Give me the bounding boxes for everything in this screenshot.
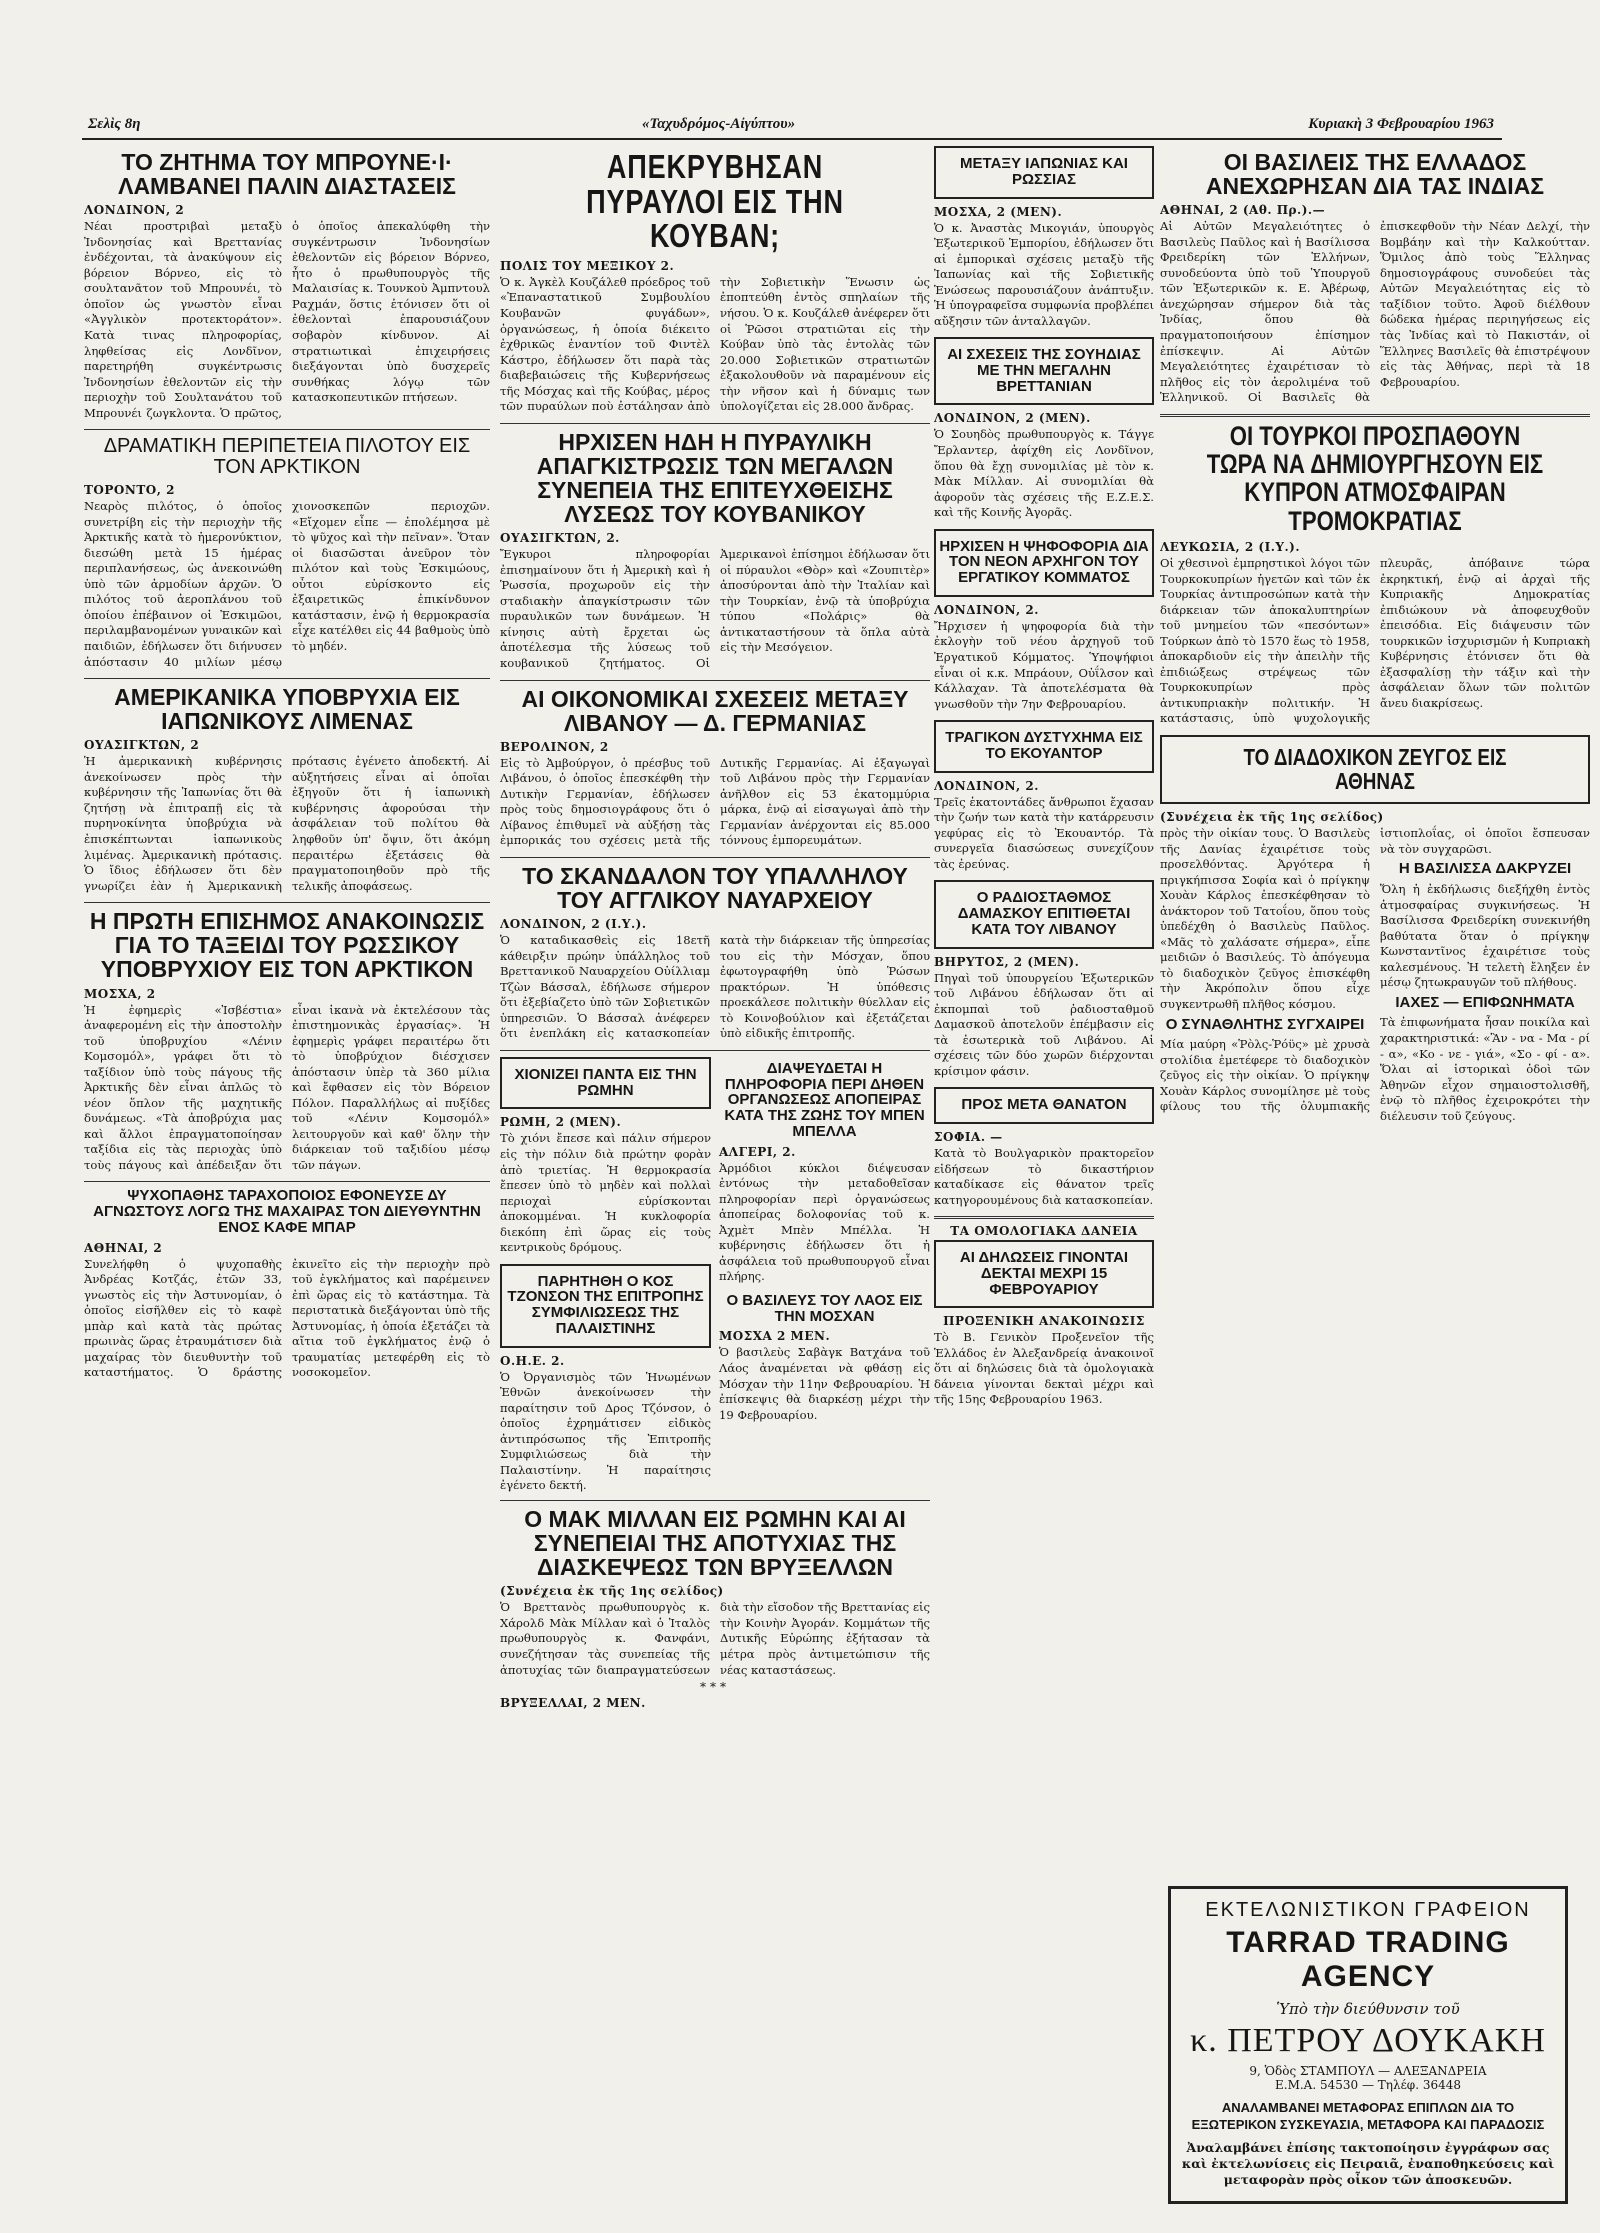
- headline: ΔΙΑΨΕΥΔΕΤΑΙ Η ΠΛΗΡΟΦΟΡΙΑ ΠΕΡΙ ΔΗΘΕΝ ΟΡΓΑΝΩΣΕΩΣ ΑΠΟΠΕΙΡΑΣ ΚΑΤΑ ΤΗΣ ΖΩΗΣ ΤΟΥ ΜΠΕΝ ΜΠΕΛΛΑ: [724, 1059, 925, 1140]
- headline: ΗΡΧΙΣΕΝ Η ΨΗΦΟΦΟΡΙΑ ΔΙΑ ΤΟΝ ΝΕΟΝ ΑΡΧΗΓΟΝ ΤΟΥ ΕΡΓΑΤΙΚΟΥ ΚΟΜΜΑΤΟΣ: [939, 537, 1149, 587]
- headline: ΠΡΟΣ ΜΕΤΑ ΘΑΝΑΤΟΝ: [961, 1096, 1127, 1114]
- ad-address: 9, Ὁδὸς ΣΤΑΜΠΟΥΛ — ΑΛΕΞΑΝΔΡΕΙΑ: [1249, 2064, 1487, 2078]
- column-2: [500, 146, 930, 1718]
- dateline: ΛΟΝΔΙΝΟΝ, 2: [84, 203, 185, 218]
- dateline: ΑΘΗΝΑΙ, 2: [84, 1240, 163, 1255]
- article-body: Ἤρχισεν ἡ ψηφοφορία διὰ τὴν ἐκλογὴν τοῦ νέου ἀρχηγοῦ τοῦ Ἐργατικοῦ Κόμματος. Ὑποψήφιοι εἶναι οἱ κ.κ. Μπράουν, Οὐΐλσον καὶ Κάλλαχαν. Τὰ ἀποτελέσματα θὰ γνωσθοῦν τὴν 7ην Φεβρουαρίου.: [934, 618, 1154, 711]
- headline: ΤΟ ΔΙΑΔΟΧΙΚΟΝ ΖΕΥΓΟΣ ΕΙΣ ΑΘΗΝΑΣ: [1243, 743, 1507, 795]
- article-body: πρὸς τὴν οἰκίαν τους. Ὁ Βασιλεὺς τῆς Δανίας ἐχαιρέτισε τοὺς προσελθόντας. Ἀργότερα ἡ πριγκήπισσα Σοφία καὶ ὁ πρίγκηψ Χουὰν Κάρλος ἐπεσκέφθησαν τὸ ἀνάκτορον τοῦ Τατοΐου, ὅπου τοὺς ὑπεδέχθη ὁ Βασιλεὺς Παῦλος. «Μᾶς τὸ χαλάσατε σήμερα», εἶπε μειδιῶν ὁ Βασιλεύς. Τὸ ἀπόγευμα τὸ διαδοχικὸν ζεῦγος ἐπισκέφθη τὴν Ἀκρόπολιν ὅπου εἶχε συγκεντρωθῆ πλῆθος κόσμου.: [1160, 826, 1370, 1011]
- article-body: Μία μαύρη «Ῥὸλς-Ῥόϋς» μὲ χρυσὰ στολίδια ἐμετέφερε τὸ διαδοχικὸν ζεῦγος εἰς τὴν οἰκίαν. Ὁ πρίγκηψ Χουὰν Κάρλος συνομίλησε μὲ τοὺς φίλους του τῆς ὀλυμπιακῆς ἱστιοπλοΐας, οἱ ὁποῖοι ἔσπευσαν νὰ τὸν συγχαρῶσι.: [1160, 826, 1590, 1114]
- article-death-sentence: [934, 1087, 1154, 1208]
- headline: Ο ΜΑΚ ΜΙΛΛΑΝ ΕΙΣ ΡΩΜΗΝ ΚΑΙ ΑΙ ΣΥΝΕΠΕΙΑΙ ΤΗΣ ΑΠΟΤΥΧΙΑΣ ΤΗΣ ΔΙΑΣΚΕΨΕΩΣ ΤΩΝ ΒΡΥΞΕΛΛΩΝ: [524, 1505, 906, 1581]
- article-bond-loans: [934, 1216, 1154, 1408]
- headline: ΑΜΕΡΙΚΑΝΙΚΑ ΥΠΟΒΡΥΧΙΑ ΕΙΣ ΙΑΠΩΝΙΚΟΥΣ ΛΙΜΕΝΑΣ: [114, 684, 460, 735]
- divider: [84, 1181, 490, 1182]
- divider: [934, 1216, 1154, 1219]
- dateline: ΟΥΑΣΙΓΚΤΩΝ, 2: [84, 738, 200, 753]
- headline: Ο ΡΑΔΙΟΣΤΑΘΜΟΣ ΔΑΜΑΣΚΟΥ ΕΠΙΤΙΘΕΤΑΙ ΚΑΤΑ ΤΟΥ ΛΙΒΑΝΟΥ: [957, 889, 1131, 938]
- dateline: ΒΗΡΥΤΟΣ, 2 (ΜΕΝ).: [934, 954, 1080, 969]
- article-johnson-resigns: [500, 1264, 711, 1348]
- headline: ΑΙ ΟΙΚΟΝΟΜΙΚΑΙ ΣΧΕΣΕΙΣ ΜΕΤΑΞΥ ΛΙΒΑΝΟΥ — Δ. ΓΕΡΜΑΝΙΑΣ: [521, 685, 909, 736]
- divider: [84, 429, 490, 430]
- newspaper-name: «Ταχυδρόμος-Αἰγύπτου»: [642, 116, 796, 132]
- headline: ΤΟ ΣΚΑΝΔΑΛΟΝ ΤΟΥ ΥΠΑΛΛΗΛΟΥ ΤΟΥ ΑΓΓΛΙΚΟΥ ΝΑΥΑΡΧΕΙΟΥ: [522, 862, 908, 914]
- headline: ΜΕΤΑΞΥ ΙΑΠΩΝΙΑΣ ΚΑΙ ΡΩΣΣΙΑΣ: [960, 155, 1128, 188]
- article-body: Κατὰ τὸ Βουλγαρικὸν πρακτορεῖον εἰδήσεων τὸ δικαστήριον καταδίκασε εἰς θάνατον τρεῖς κατηγορουμένους διὰ κατασκοπείαν.: [934, 1145, 1154, 1207]
- article-submarines-japan: [84, 685, 490, 894]
- article-damascus-radio: [934, 880, 1154, 1079]
- headline: Η ΠΡΩΤΗ ΕΠΙΣΗΜΟΣ ΑΝΑΚΟΙΝΩΣΙΣ ΓΙΑ ΤΟ ΤΑΞΕΙΔΙ ΤΟΥ ΡΩΣΣΙΚΟΥ ΥΠΟΒΡΥΧΙΟΥ ΕΙΣ ΤΟΝ ΑΡΚΤΙΚΟΝ: [89, 908, 485, 983]
- article-body: Τὸ Β. Γενικὸν Προξενεῖον τῆς Ἑλλάδος ἐν Ἀλεξανδρείᾳ ἀνακοινοῖ ὅτι αἱ δηλώσεις διὰ τὰ ὁμολογιακὰ δάνεια γίνονται δεκταὶ μέχρι καὶ τῆς 15ης Φεβρουαρίου 1963.: [934, 1330, 1154, 1407]
- column-3: [934, 146, 1154, 1416]
- advertisement-tarrad-trading: [1168, 1886, 1568, 2204]
- dateline: ΒΕΡΟΛΙΝΟΝ, 2: [500, 739, 609, 754]
- article-body: Αἱ Αὐτῶν Μεγαλειότητες ὁ Βασιλεὺς Παῦλος καὶ ἡ Βασίλισσα Φρειδερίκη τῶν Ἑλλήνων, συνοδεύοντα ὑπὸ τοῦ Ὑπουργοῦ τῶν Ἐξωτερικῶν κ. Ε. Ἀβέρωφ, ἀνεχώρησαν σήμερον διὰ τὰς Ἰνδίας, ὅπου θὰ πραγματοποιήσουν ἐπίσημον ἐπίσκεψιν. Αἱ Αὐτῶν Μεγαλειότητες ἐχαιρέτισαν τὸ πλῆθος εἰς τὸν ἀερολιμένα τοῦ Ἑλληνικοῦ. Οἱ Βασιλεῖς θὰ ἐπισκεφθοῦν τὴν Νέαν Δελχί, τὴν Βομβάην καὶ τὴν Καλκούτταν. Ὅμιλος ἀπὸ τοὺς Ἕλληνας δημοσιογράφους συνοδεύει τὰς Αὐτῶν Μεγαλειότητας εἰς τὸ ταξίδιον τοῦτο. Ἀφοῦ διέλθουν δώδεκα ἡμέρας περιηγήσεως εἰς τὰς Ἰνδίας καὶ τὸ Πακιστάν, οἱ Ἕλληνες Βασιλεῖς θὰ ἐπιστρέψουν εἰς τὰς Ἀθήνας, περὶ τὰ 18 Φεβρουαρίου.: [1160, 219, 1590, 405]
- article-body: Πηγαὶ τοῦ ὑπουργείου Ἐξωτερικῶν τοῦ Λιβάνου ἐδήλωσαν ὅτι αἱ ἐκπομπαὶ τοῦ ῥαδιοσταθμοῦ Δαμασκοῦ ἀποτελοῦν ἐπέμβασιν εἰς τὰ ἐσωτερικὰ τοῦ Λιβάνου. Αἱ σχέσεις τῶν δύο χωρῶν διέρχονται κρίσιμον φάσιν.: [934, 970, 1154, 1078]
- headline: ΑΙ ΔΗΛΩΣΕΙΣ ΓΙΝΟΝΤΑΙ ΔΕΚΤΑΙ ΜΕΧΡΙ 15 ΦΕΒΡΟΥΑΡΙΟΥ: [959, 1249, 1129, 1298]
- dateline: ΒΡΥΞΕΛΛΑΙ, 2 ΜΕΝ.: [500, 1696, 646, 1711]
- headline: ΑΙ ΣΧΕΣΕΙΣ ΤΗΣ ΣΟΥΗΔΙΑΣ ΜΕ ΤΗΝ ΜΕΓΑΛΗΝ ΒΡΕΤΤΑΝΙΑΝ: [947, 346, 1141, 395]
- dateline: ΛΟΝΔΙΝΟΝ, 2 (Ι.Υ.).: [500, 917, 647, 932]
- article-turks-cyprus: [1160, 422, 1590, 727]
- headline: ΟΙ ΤΟΥΡΚΟΙ ΠΡΟΣΠΑΘΟΥΝ ΤΩΡΑ ΝΑ ΔΗΜΙΟΥΡΓΗΣΟΥΝ ΕΙΣ ΚΥΠΡΟΝ ΑΤΜΟΣΦΑΙΡΑΝ ΤΡΟΜΟΚΡΑΤΙΑΣ: [1206, 420, 1544, 536]
- divider: [1160, 414, 1590, 417]
- headline-cuba-missiles: ΑΠΕΚΡΥΒΗΣΑΝ ΠΥΡΑΥΛΟΙ ΕΙΣ ΤΗΝ ΚΟΥΒΑΝ;: [586, 148, 844, 255]
- article-body: Νέαι προστριβαὶ μεταξὺ Ἰνδονησίας καὶ Βρεττανίας ἐνδέχονται, τὰ ἀνακύψουν εἰς βόρειον Βόρνεο, εἰς τὸ σουλτανᾶτον τοῦ Μπρουνέι, τὸ ὁποῖον ὡς γνωστὸν εἶναι «Ἀγγλικὸν προτεκτοράτον». Κατὰ τινας πληροφορίας, ληφθείσας εἰς Λονδῖνον, παρετηρήθη συγκέντρωσις Ἰνδονησίων ἐθελοντῶν εἰς τὴν περιοχὴν τοῦ Σουλτανάτου τοῦ Μπρουνέι ζωγκλοντα. Ὁ πρῶτος, ὁ ὁποῖος ἀπεκαλύφθη τὴν συγκέντρωσιν Ἰνδονησίων ἐθελοντῶν εἰς βόρειον Βόρνεο, ἦτο ὁ πρωθυπουργὸς τῆς Μαλαισίας κ. Τουνκοὺ Ἀμπντουλ Ραχμάν, ὅστις ἐτόνισεν ὅτι οἱ ἐθελονταὶ ἐπαρουσιάζουν σοβαρὸν κίνδυνον. Αἱ στρατιωτικαὶ ἐπιχειρήσεις διεξάγονται ὑπὸ δυσχερεῖς συνθήκας λόγῳ τῶν κατασκοπευτικῶν πτήσεων.: [84, 219, 490, 420]
- headline: ΤΡΑΓΙΚΟΝ ΔΥΣΤΥΧΗΜΑ ΕΙΣ ΤΟ ΕΚΟΥΑΝΤΟΡ: [945, 729, 1143, 762]
- headline: ΠΑΡΗΤΗΘΗ Ο ΚΟΣ ΤΖΟΝΣΟΝ ΤΗΣ ΕΠΙΤΡΟΠΗΣ ΣΥΜΦΙΛΙΩΣΕΩΣ ΤΗΣ ΠΑΛΑΙΣΤΙΝΗΣ: [507, 1272, 704, 1337]
- dateline: ΠΟΛΙΣ ΤΟΥ ΜΕΞΙΚΟΥ 2.: [500, 258, 675, 273]
- article-greek-royals-india: [1160, 150, 1590, 406]
- column-4: [1160, 146, 1590, 1876]
- article-body: Νεαρὸς πιλότος, ὁ ὁποῖος συνετρίβη εἰς τὴν περιοχὴν τῆς Ἀρκτικῆς κατὰ τὸ ἡμερονύκτιον, διεσώθη μετὰ 15 ἡμέρας περιπλανήσεως, ὡς ἀνεκοινώθη ὑπὸ τῶν ἁρμοδίων ἀρχῶν. Ὁ πιλότος τοῦ ἀεροπλάνου τοῦ ὁποίου ἐπέβαινον οἱ Ἐσκιμῶοι, περιλαμβανομένων γυναικῶν καὶ παιδιῶν, ἐδήλωσεν ὅτι διήνυσεν ἀπόστασιν 40 μιλίων μέσῳ χιονοσκεπῶν περιοχῶν. «Εἴχομεν εἶπε — ἐπολέμησα μὲ τὸ ψῦχος καὶ τὴν πεῖναν». Ὅταν οἱ διασῶσται ἀνεῦρον τὸν πιλότον καὶ τοὺς Ἐσκιμώους, οὗτοι εὑρίσκοντο εἰς ἐξαιρετικῶς ἐπικίνδυνον κατάστασιν, ἐνῷ ἡ θερμοκρασία εἶχε κατέλθει εἰς 44 βαθμοὺς ὑπὸ τὸ μηδέν.: [84, 499, 490, 669]
- headline: ΟΙ ΒΑΣΙΛΕΙΣ ΤΗΣ ΕΛΛΑΔΟΣ ΑΝΕΧΩΡΗΣΑΝ ΔΙΑ ΤΑΣ ΙΝΔΙΑΣ: [1205, 149, 1545, 200]
- ad-management-label: Ὑπὸ τὴν διεύθυνσιν τοῦ: [1276, 2000, 1460, 2018]
- article-body: Εἰς τὸ Ἀμβούργον, ὁ πρέσβυς τοῦ Λιβάνου, ὁ ὁποῖος ἐπεσκέφθη τὴν Δυτικὴν Γερμανίαν, ἐδήλωσεν πρὸς τοὺς δημοσιογράφους ὅτι ὁ Λίβανος ἐπιθυμεῖ νὰ αὐξήσῃ τὰς ἐμπορικάς του σχέσεις μετὰ τῆς Δυτικῆς Γερμανίας. Αἱ ἐξαγωγαὶ τοῦ Λιβάνου πρὸς τὴν Γερμανίαν ἀνῆλθον εἰς 53 ἑκατομμύρια μάρκα, ἐνῷ αἱ εἰσαγωγαὶ ἀπὸ τὴν Γερμανίαν ἀνέρχονται εἰς 85.000 τόννους ἐμπορευμάτων.: [500, 755, 930, 848]
- ad-services-detail: Ἀναλαμβάνει ἐπίσης τακτοποίησιν ἐγγράφων σας καὶ ἐκτελωνίσεις εἰς Πειραιᾶ, ἐναποθηκεύσεις καὶ μεταφορὰν πρὸς οἶκον τῶν ἀποσκευῶν.: [1181, 2139, 1555, 2188]
- article-body: Ὅλη ἡ ἐκδήλωσις διεξήχθη ἐντὸς ἀτμοσφαίρας συγκινήσεως. Ἡ Βασίλισσα Φρειδερίκη συνεκινήθη βαθύτατα ὅταν ὁ πρίγκηψ Κωνσταντῖνος ἐχαιρέτισε τοὺς καλεσμένους. Ἡ τελετὴ ἔληξεν ἐν μέσῳ ζητωκραυγῶν τοῦ πλήθους.: [1380, 881, 1590, 990]
- article-body: Τὰ ἐπιφωνήματα ἦσαν ποικίλα καὶ χαρακτηριστικά: «Ἂν - να - Μα - ρί - α», «Κο - νε - γιά», «Σο - φί - α». Ὅλαι αἱ ἱστορικαὶ ὁδοὶ τῶν Ἀθηνῶν εἶχον σημαιοστολισθῆ, ἐνῷ τὸ πλῆθος ἐχειροκρότει τὴν διέλευσιν τοῦ ζεύγους.: [1380, 1015, 1590, 1123]
- dateline: ΜΟΣΧΑ, 2 (ΜΕΝ).: [934, 204, 1063, 219]
- article-cafe-bar-stabbing: [84, 1188, 490, 1381]
- divider: [500, 857, 930, 858]
- article-admiralty-scandal: [500, 864, 930, 1042]
- article-crown-couple-headline: [1160, 735, 1590, 804]
- headline: ΤΟ ΖΗΤΗΜΑ ΤΟΥ ΜΠΡΟΥΝΕ·Ι· ΛΑΜΒΑΝΕΙ ΠΑΛΙΝ ΔΙΑΣΤΑΣΕΙΣ: [118, 149, 456, 200]
- article-body: Τὸ χιόνι ἔπεσε καὶ πάλιν σήμερον εἰς τὴν πόλιν διὰ πρώτην φορὰν ἀπὸ τριετίας. Ἡ θερμοκρασία ἔπεσεν ὑπὸ τὸ μηδὲν καὶ πολλαὶ περιοχαὶ εὑρίσκονται ἀποκομμέναι. Ἡ κυκλοφορία διεκόπη ἐπὶ ὥρας εἰς τοὺς κεντρικοὺς δρόμους.: [500, 1131, 711, 1255]
- ad-phone: Ε.Μ.Α. 54530 — Τηλέφ. 36448: [1275, 2078, 1461, 2092]
- headline: ΗΡΧΙΣΕΝ ΗΔΗ Η ΠΥΡΑΥΛΙΚΗ ΑΠΑΓΚΙΣΤΡΩΣΙΣ ΤΩΝ ΜΕΓΑΛΩΝ ΣΥΝΕΠΕΙΑ ΤΗΣ ΕΠΙΤΕΥΧΘΕΙΣΗΣ ΛΥΣΕΩΣ ΤΟΥ ΚΟΥΒΑΝΙΚΟΥ: [536, 428, 894, 528]
- article-body: Ἡ ἐφημερὶς «Ἰσβέστια» ἀναφερομένη εἰς τὴν ἀποστολὴν τοῦ ὑποβρυχίου «Λένιν Κομσομόλ», γράφει ὅτι τὸ ταξίδιον ὑπὸ τοὺς πάγους τῆς Ἀρκτικῆς δὲν εἶναι ἁπλῶς τὸ νέον ὅπλον τῆς μαχητικῆς δυνάμεως. «Τὰ ἀποβρύχια μας καὶ ἄλλοι ἐπραγματοποίησαν ταξίδια εἰς τὰς περιοχὰς ὑπὸ τοὺς πάγους καὶ ἀπέδειξαν ὅτι εἶναι ἱκανὰ νὰ ἐκτελέσουν τὰς ἐπιστημονικὰς ἐργασίας». Ἡ ἐφημερὶς γράφει περαιτέρω ὅτι τὸ ὑποβρύχιον διέσχισεν ἀπόστασιν ὑπὲρ τὰ 360 μίλια καὶ ἔφθασεν εἰς τὸν Βόρειον Πόλον. Παραλλήλως αἱ πυξίδες τοῦ «Λένιν Κομσομόλ» λειτουργοῦν καὶ καθ' ὅλην τὴν διάρκειαν τοῦ ταξιδίου μέσῳ τῶν πάγων.: [84, 1002, 490, 1172]
- two-article-row: [500, 1057, 930, 1494]
- separator-stars: ***: [700, 1680, 730, 1695]
- article-missile-disengagement: [500, 430, 930, 672]
- headline: ΨΥΧΟΠΑΘΗΣ ΤΑΡΑΧΟΠΟΙΟΣ ΕΦΟΝΕΥΣΕ ΔΥ ΑΓΝΩΣΤΟΥΣ ΛΟΓΩ ΤΗΣ ΜΑΧΑΙΡΑΣ ΤΟΝ ΔΙΕΥΘΥΝΤΗΝ ΕΝΟΣ ΚΑΦΕ ΜΠΑΡ: [93, 1187, 481, 1236]
- dateline: ΑΘΗΝΑΙ, 2 (Αθ. Πρ.).—: [1160, 203, 1326, 218]
- ad-category: ΕΚΤΕΛΩΝΙΣΤΙΚΟΝ ΓΡΑΦΕΙΟΝ: [1205, 1899, 1531, 1921]
- subheadline: Η ΒΑΣΙΛΙΣΣΑ ΔΑΚΡΥΖΕΙ: [1398, 860, 1572, 878]
- article-body: Τρεῖς ἑκατοντάδες ἄνθρωποι ἔχασαν τὴν ζωήν των κατὰ τὴν κατάρρευσιν γεφύρας εἰς τὸ Ἐκουαντόρ. Τὰ συνεργεῖα διασώσεως συνεχίζουν τὰς ἐρεύνας.: [934, 794, 1154, 871]
- article-soviet-submarine: [84, 909, 490, 1173]
- article-ben-bella: [719, 1061, 930, 1285]
- ad-manager-name: κ. ΠΕΤΡΟΥ ΔΟΥΚΑΚΗ: [1190, 2022, 1546, 2059]
- dateline: ΜΟΣΧΑ 2 ΜΕΝ.: [719, 1329, 831, 1344]
- article-lebanon-germany: [500, 687, 930, 849]
- page-header: [82, 116, 1502, 140]
- headline: ΧΙΟΝΙΖΕΙ ΠΑΝΤΑ ΕΙΣ ΤΗΝ ΡΩΜΗΝ: [514, 1065, 697, 1099]
- article-body: Ἡ ἀμερικανικὴ κυβέρνησις ἀνεκοίνωσεν πρὸς τὴν κυβέρνησιν τῆς Ἰαπωνίας ὅτι θὰ ζητήσῃ νὰ ἐπιτραπῇ εἰς τὰ πυρηνοκίνητα ὑποβρύχια νὰ ἐπισκέπτωνται ἰαπωνικοὺς λιμένας. Ἀμερικανικὴ πρότασις. Ὁ ἴδιος ἐδήλωσεν ὅτι δὲν γνωρίζει ἐὰν ἡ Ἀμερικανικὴ πρότασις ἐγένετο ἀποδεκτή. Αἱ αὐξητήσεις εἶναι αἱ ὁποῖαι ἐξηγοῦν ὅτι ἡ ἰαπωνικὴ κυβέρνησις ἀφορούσαι τὴν ἀσφάλειαν τοῦ πολίτου θὰ ληφθοῦν ὑπ' ὄψιν, ὅτι ἀκόμη περαιτέρω ἐξετάσεις θὰ πραγματοποιηθοῦν πρὸ τῆς τελικῆς ἀποφάσεως.: [84, 754, 490, 893]
- article-body: Ὁ Ὀργανισμὸς τῶν Ἡνωμένων Ἐθνῶν ἀνεκοίνωσεν τὴν παραίτησιν τοῦ Δρος Τζόνσον, ὁ ὁποῖος ἐχρημάτισεν εἰδικὸς ἀντιπρόσωπος τῆς Ἐπιτροπῆς Συμφιλιώσεως διὰ τὴν Παλαιστίνην. Ἡ παραίτησις ἐγένετο δεκτή.: [500, 1369, 711, 1493]
- article-ecuador-accident: [934, 720, 1154, 872]
- kicker: ΤΑ ΟΜΟΛΟΓΙΑΚΑ ΔΑΝΕΙΑ: [950, 1224, 1138, 1239]
- article-laos-king: [719, 1293, 930, 1423]
- article-brunei: [84, 150, 490, 421]
- headline: ΔΡΑΜΑΤΙΚΗ ΠΕΡΙΠΕΤΕΙΑ ΠΙΛΟΤΟΥ ΕΙΣ ΤΟΝ ΑΡΚΤΙΚΟΝ: [103, 435, 471, 479]
- article-macmillan-rome: [500, 1507, 930, 1710]
- article-body: Ὁ κ. Ἀναστὰς Μικογιάν, ὑπουργὸς Ἐξωτερικοῦ Ἐμπορίου, ἐδήλωσεν ὅτι αἱ ἐμπορικαὶ σχέσεις μεταξὺ τῆς Ἰαπωνίας καὶ τῆς Σοβιετικῆς Ἑνώσεως παρουσιάζουν ἀνάπτυξιν. Ἡ ὑπογραφεῖσα συμφωνία προβλέπει αὔξησιν τῶν ἀνταλλαγῶν.: [934, 220, 1154, 328]
- dateline: ΛΟΝΔΙΝΟΝ, 2.: [934, 778, 1039, 793]
- article-body: Ὁ κ. Ἀγκὲλ Κουζάλεθ πρόεδρος τοῦ «Ἐπαναστατικοῦ Συμβουλίου Κουβανῶν φυγάδων», ὀργανώσεως, ἡ ὁποία διέκειτο ἐχθρικῶς ἐναντίον τοῦ Φιντὲλ Κάστρο, ἐδήλωσεν ὅτι παρὰ τὰς διαβεβαιώσεις τῆς Κυβερνήσεως τῆς Μόσχας καὶ τῆς Κούβας, μέρος τῶν πυραύλων ποὺ ἐστάλησαν ἀπὸ τὴν Σοβιετικὴν Ἕνωσιν ὡς ἐποπτεύθη ἐντὸς σπηλαίων τῆς νήσου. Ὁ κ. Κουζάλεθ ἀνέφερεν ὅτι οἱ Ῥῶσοι στρατιῶται εἰς τὴν Κούβαν ὑπὸ τὰς ἐντολὰς τῶν 20.000 Σοβιετικῶν στρατιωτῶν ἐξακολουθοῦν νὰ παραμένουν εἰς τὴν νῆσον καὶ ἡ δύναμις των ὑπολογίζεται εἰς 28.000 ἄνδρας.: [500, 274, 930, 414]
- dateline: (Συνέχεια ἐκ τῆς 1ης σελίδος): [500, 1584, 724, 1599]
- article-body: Ὁ Βρεττανὸς πρωθυπουργὸς κ. Χάρολδ Μὰκ Μίλλαν καὶ ὁ Ἰταλὸς πρωθυπουργὸς κ. Φανφάνι, συνεζήτησαν τὰς συνεπείας τῆς ἀποτυχίας τῶν διαπραγματεύσεων διὰ τὴν εἴσοδον τῆς Βρεττανίας εἰς τὴν Κοινὴν Ἀγοράν. Κομμάτων τῆς Δυτικῆς Εὐρώπης ἐξήτασαν τὰ μέτρα πρὸς ἀντιμετώπισιν τῆς νέας καταστάσεως.: [500, 1600, 930, 1677]
- article-sweden-britain: [934, 337, 1154, 520]
- divider: [500, 1050, 930, 1051]
- article-cuba-missiles: [500, 259, 930, 415]
- dateline: ΟΥΑΣΙΓΚΤΩΝ, 2.: [500, 531, 620, 546]
- dateline: ΣΟΦΙΑ. —: [934, 1129, 1003, 1144]
- column-1: [84, 146, 490, 1389]
- dateline: ΑΛΓΕΡΙ, 2.: [719, 1144, 796, 1159]
- article-crown-couple: [1160, 810, 1590, 1124]
- article-body: Ὁ βασιλεὺς Σαβὰγκ Βατχάνα τοῦ Λάος ἀναμένεται νὰ φθάσῃ εἰς Μόσχαν τὴν 11ην Φεβρουαρίου. Ἡ ἐπίσκεψις θὰ διαρκέσῃ μέχρι τὴν 19 Φεβρουαρίου.: [719, 1345, 930, 1422]
- divider: [500, 1500, 930, 1501]
- divider: [84, 678, 490, 679]
- divider: [500, 680, 930, 681]
- article-arctic-pilot: [84, 436, 490, 670]
- article-japan-russia: [934, 146, 1154, 329]
- dateline: ΜΟΣΧΑ, 2: [84, 986, 156, 1001]
- divider: [500, 423, 930, 424]
- headline: Ο ΒΑΣΙΛΕΥΣ ΤΟΥ ΛΑΟΣ ΕΙΣ ΤΗΝ ΜΟΣΧΑΝ: [726, 1291, 923, 1325]
- subheadline: Ο ΣΥΝΑΘΛΗΤΗΣ ΣΥΓΧΑΙΡΕΙ: [1165, 1015, 1365, 1033]
- ad-services: ΑΝΑΛΑΜΒΑΝΕΙ ΜΕΤΑΦΟΡΑΣ ΕΠΙΠΛΩΝ ΔΙΑ ΤΟ ΕΞΩΤΕΡΙΚΟΝ ΣΥΣΚΕΥΑΣΙΑ, ΜΕΤΑΦΟΡΑ ΚΑΙ ΠΑΡΑΔΟΣΙΣ: [1191, 2100, 1545, 2132]
- article-body: Ὁ καταδικασθεὶς εἰς 18ετῆ κάθειρξιν πρώην ὑπάλληλος τοῦ Βρεττανικοῦ Ναυαρχείου Οὐίλλιαμ Τζὼν Βάσσαλ, ἐδήλωσε σήμερον ὅτι ἐξεβίαζετο ὑπὸ τῶν Σοβιετικῶν ὑπηρεσιῶν. Ὁ Βάσσαλ ἀνέφερεν ὅτι ἐνεπλάκη εἰς κατασκοπείαν κατὰ τὴν διάρκειαν τῆς ὑπηρεσίας του εἰς τὴν Μόσχαν, ὅπου ἐφωτογραφήθη ὑπὸ Ῥώσων πρακτόρων. Ἡ ὑπόθεσις προεκάλεσε πολιτικὴν θύελλαν εἰς τὸ Κοινοβούλιον καὶ ἐξετάζεται ὑπὸ εἰδικῆς ἐπιτροπῆς.: [500, 933, 930, 1041]
- article-body: Οἱ χθεσινοὶ ἐμπρηστικοὶ λόγοι τῶν Τουρκοκυπρίων ἡγετῶν καὶ τῶν ἐκ Τουρκίας ἀντιπροσώπων κατὰ τὴν διάρκειαν τῶν ἀποκαλυπτηρίων τοῦ μνημείου τῶν «πεσόντων» Τούρκων ἀπὸ τὸ 1570 ἕως τὸ 1958, ἀποκαρδιοῦν εἰς τὴν ἀπειλὴν τῆς ἐπιδιώξεως στρέψεως τῶν Τουρκοκυπρίων πρὸς ἀντικυπριακὴν πολιτικήν. Ἡ κατάστασις, ὑπὸ ψυχολογικῆς πλευρᾶς, ἀπόβαινε τώρα ἐκρηκτική, ἐνῷ αἱ ἀρχαὶ τῆς Κυπριακῆς Δημοκρατίας ἐπιδιώκουν νὰ ἀποφευχθοῦν ἐπεισόδια. Εἰς διάψευσιν τῶν τουρκικῶν ἰσχυρισμῶν ἡ Κυπριακὴ Κυβέρνησις ἐτόνισεν ὅτι θὰ ἐξασφαλίσῃ τὴν τάξιν καὶ τὴν ἀσφάλειαν ὅλων τῶν πολιτῶν ἄνευ διακρίσεως.: [1160, 556, 1590, 726]
- dateline: ΤΟΡΟΝΤΟ, 2: [84, 483, 175, 498]
- subheadline: ΙΑΧΕΣ — ΕΠΙΦΩΝΗΜΑΤΑ: [1395, 993, 1575, 1011]
- article-labour-leader: [934, 529, 1154, 712]
- ad-company-name: TARRAD TRADING AGENCY: [1226, 1926, 1510, 1993]
- subheadline: ΠΡΟΞΕΝΙΚΗ ΑΝΑΚΟΙΝΩΣΙΣ: [943, 1314, 1145, 1329]
- divider: [84, 902, 490, 903]
- article-body: Ὁ Σουηδὸς πρωθυπουργὸς κ. Τάγγε Ἔρλαντερ, ἀφίχθη εἰς Λονδῖνον, ὅπου θὰ ἔχῃ συνομιλίας μὲ τὸν κ. Μὰκ Μίλλαν. Αἱ συνομιλίαι θὰ ἀφοροῦν τὰς σχέσεις τῆς Ε.Ζ.Ε.Σ. καὶ τῆς Κοινῆς Ἀγορᾶς.: [934, 427, 1154, 520]
- dateline: (Συνέχεια ἐκ τῆς 1ης σελίδος): [1160, 810, 1384, 825]
- dateline: ΛΟΝΔΙΝΟΝ, 2 (ΜΕΝ).: [934, 411, 1091, 426]
- dateline: ΛΟΝΔΙΝΟΝ, 2.: [934, 602, 1039, 617]
- dateline: ΛΕΥΚΩΣΙΑ, 2 (Ι.Υ.).: [1160, 540, 1300, 555]
- article-rome-snow: [500, 1057, 711, 1110]
- article-body: Ἔγκυροι πληροφορίαι ἐπισημαίνουν ὅτι ἡ Ἀμερικὴ καὶ ἡ Ῥωσσία, προχωροῦν εἰς τὴν σταδιακὴν ἀπαγκίστρωσιν τῶν πυραυλικῶν των δυνάμεων. Ἡ κίνησις αὐτὴ ἔρχεται ὡς ἀποτέλεσμα τῆς λύσεως τοῦ κουβανικοῦ ζητήματος. Οἱ Ἀμερικανοὶ ἐπίσημοι ἐδήλωσαν ὅτι οἱ πύραυλοι «Θὸρ» καὶ «Ζουπιτὲρ» ἀποσύρονται ἀπὸ τὴν Ἰταλίαν καὶ τὴν Τουρκίαν, ἐνῷ τὰ ὑποβρύχια τύπου «Πολάρις» θὰ ἀντικαταστήσουν τὰ ὅπλα αὐτὰ εἰς τὴν Μεσόγειον.: [500, 547, 930, 670]
- issue-date: Κυριακὴ 3 Φεβρουαρίου 1963: [1308, 116, 1494, 132]
- article-body: Ἀρμόδιοι κύκλοι διέψευσαν ἐντόνως τὴν μεταδοθεῖσαν πληροφορίαν περὶ ὀργανώσεως ἀποπείρας δολοφονίας τοῦ κ. Ἀχμὲτ Μπὲν Μπέλλα. Ἡ κυβέρνησις ἐδήλωσεν ὅτι ἡ ἀσφάλεια τοῦ πρωθυπουργοῦ εἶναι πλήρης.: [719, 1160, 930, 1284]
- dateline: Ο.Η.Ε. 2.: [500, 1353, 565, 1368]
- dateline: ΡΩΜΗ, 2 (ΜΕΝ).: [500, 1115, 622, 1130]
- article-body: Συνελήφθη ὁ ψυχοπαθὴς Ἀνδρέας Κοτζάς, ἐτῶν 33, γνωστὸς εἰς τὴν Ἀστυνομίαν, ὁ ὁποῖος εἰσῆλθεν εἰς τὸ καφὲ μπὰρ καὶ κατὰ τὰς πρώτας πρωινὰς ὥρας ἐτραυμάτισεν διὰ μαχαίρας τὸν διευθυντὴν τοῦ καταστήματος. Ὁ δράστης ἐκινεῖτο εἰς τὴν περιοχὴν πρὸ τοῦ ἐγκλήματος καὶ παρέμεινεν ἐπὶ ὥρας εἰς τὸ κατάστημα. Τὰ περιστατικὰ διεξάγονται ὑπὸ τῆς Ἀστυνομίας, ἡ ὁποία ἐξετάζει τὰ αἴτια τοῦ ἐγκλήματος ἐνῷ ὁ τραυματίας μετεφέρθη εἰς τὸ νοσοκομεῖον.: [84, 1256, 490, 1380]
- page-number: Σελὶς 8η: [88, 116, 141, 132]
